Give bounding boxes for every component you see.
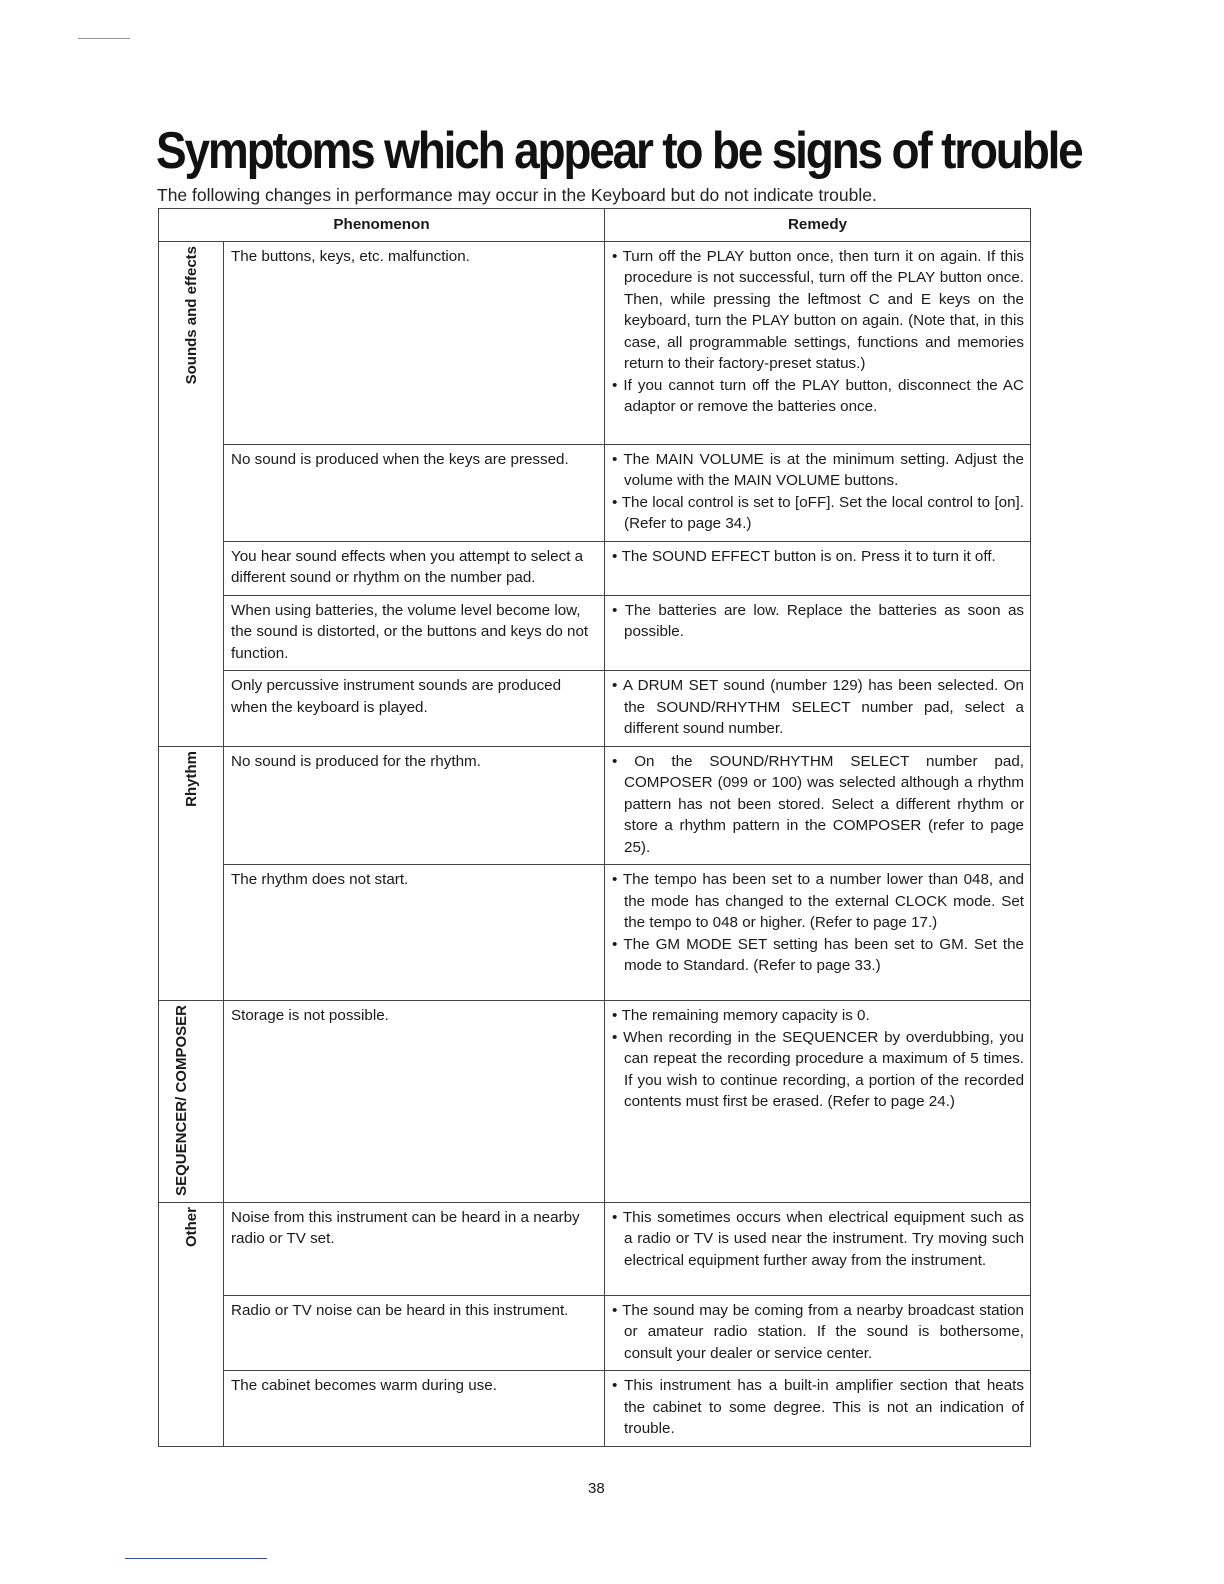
phenomenon-cell: The cabinet becomes warm during use. xyxy=(224,1371,605,1447)
phenomenon-cell: No sound is produced when the keys are pressed. xyxy=(224,444,605,541)
remedy-item: • A DRUM SET sound (number 129) has been selected. On the SOUND/RHYTHM SELECT number pad, select a different sound number. xyxy=(612,675,1024,740)
section-label-text: SEQUENCER/ COMPOSER xyxy=(172,1005,190,1196)
remedy-cell xyxy=(605,1295,1031,1371)
table-row xyxy=(159,1001,1031,1203)
page-number: 38 xyxy=(588,1480,605,1497)
phenomenon-cell: The buttons, keys, etc. malfunction. xyxy=(224,241,605,444)
remedy-cell xyxy=(605,444,1031,541)
remedy-item: • If you cannot turn off the PLAY button, disconnect the AC adaptor or remove the batteries once. xyxy=(612,375,1024,418)
phenomenon-cell: You hear sound effects when you attempt to select a different sound or rhythm on the number pad. xyxy=(224,541,605,595)
remedy-cell xyxy=(605,241,1031,444)
remedy-cell xyxy=(605,1001,1031,1203)
table-row xyxy=(159,541,1031,595)
section-label-text: Sounds and effects xyxy=(183,245,200,384)
page-subtitle: The following changes in performance may occur in the Keyboard but do not indicate trouble. xyxy=(157,185,877,205)
remedy-item: • This instrument has a built-in amplifier section that heats the cabinet to some degree. This is not an indication of trouble. xyxy=(612,1375,1024,1440)
remedy-cell xyxy=(605,1371,1031,1447)
remedy-cell xyxy=(605,595,1031,671)
table-row xyxy=(159,671,1031,747)
top-rule xyxy=(78,38,130,39)
remedy-item: • This sometimes occurs when electrical equipment such as a radio or TV is used near the instrument. Try moving such electrical equipment further away from the instrument. xyxy=(612,1207,1024,1272)
troubleshooting-table xyxy=(158,208,1031,1447)
remedy-item: • The tempo has been set to a number lower than 048, and the mode has changed to the external CLOCK mode. Set the tempo to 048 or higher. (Refer to page 17.) xyxy=(612,869,1024,934)
remedy-item: • The local control is set to [oFF]. Set the local control to [on]. (Refer to page 34.) xyxy=(612,492,1024,535)
remedy-item: • The sound may be coming from a nearby broadcast station or amateur radio station. If the sound is bothersome, consult your dealer or service center. xyxy=(612,1300,1024,1365)
remedy-item: • The remaining memory capacity is 0. xyxy=(612,1005,1024,1027)
table-row xyxy=(159,1371,1031,1447)
remedy-cell xyxy=(605,746,1031,865)
table-row xyxy=(159,241,1031,444)
phenomenon-cell: The rhythm does not start. xyxy=(224,865,605,1001)
table-row xyxy=(159,595,1031,671)
section-label-text: Other xyxy=(183,1206,200,1247)
table-row xyxy=(159,1295,1031,1371)
section-label-other xyxy=(159,1202,224,1446)
remedy-item: • The batteries are low. Replace the batteries as soon as possible. xyxy=(612,600,1024,643)
phenomenon-header: Phenomenon xyxy=(159,209,605,242)
remedy-item: • On the SOUND/RHYTHM SELECT number pad, COMPOSER (099 or 100) was selected although a rhythm pattern has not been stored. Select a different rhythm or store a rhythm pattern in the COMPOSER (refer to page 25). xyxy=(612,751,1024,859)
remedy-cell xyxy=(605,865,1031,1001)
phenomenon-cell: When using batteries, the volume level become low, the sound is distorted, or the buttons and keys do not function. xyxy=(224,595,605,671)
table-row xyxy=(159,1202,1031,1295)
phenomenon-cell: Radio or TV noise can be heard in this instrument. xyxy=(224,1295,605,1371)
phenomenon-cell: Only percussive instrument sounds are produced when the keyboard is played. xyxy=(224,671,605,747)
section-label-sounds-and-effects xyxy=(159,241,224,746)
remedy-item: • When recording in the SEQUENCER by overdubbing, you can repeat the recording procedure a maximum of 5 times. If you wish to continue recording, a portion of the recorded contents must first be erased. (Refer to page 24.) xyxy=(612,1027,1024,1113)
section-label-sequencer-composer xyxy=(159,1001,224,1203)
remedy-item: • Turn off the PLAY button once, then turn it on again. If this procedure is not successful, turn off the PLAY button once. Then, while pressing the leftmost C and E keys on the keyboard, turn the PLAY button on again. (Note that, in this case, all programmable settings, functions and memories return to their factory-preset status.) xyxy=(612,246,1024,375)
table-row xyxy=(159,746,1031,865)
phenomenon-cell: Storage is not possible. xyxy=(224,1001,605,1203)
page-title: Symptoms which appear to be signs of trouble xyxy=(156,121,1082,180)
table-row xyxy=(159,444,1031,541)
section-label-rhythm xyxy=(159,746,224,1001)
remedy-cell xyxy=(605,541,1031,595)
section-label-text: Rhythm xyxy=(183,750,200,807)
remedy-header: Remedy xyxy=(605,209,1031,242)
bottom-rule xyxy=(125,1558,267,1559)
table-row xyxy=(159,865,1031,1001)
remedy-item: • The MAIN VOLUME is at the minimum setting. Adjust the volume with the MAIN VOLUME buttons. xyxy=(612,449,1024,492)
remedy-cell xyxy=(605,671,1031,747)
remedy-item: • The SOUND EFFECT button is on. Press it to turn it off. xyxy=(612,546,1024,568)
table-header-row xyxy=(159,209,1031,242)
phenomenon-cell: No sound is produced for the rhythm. xyxy=(224,746,605,865)
remedy-cell xyxy=(605,1202,1031,1295)
remedy-item: • The GM MODE SET setting has been set to GM. Set the mode to Standard. (Refer to page 33.) xyxy=(612,934,1024,977)
phenomenon-cell: Noise from this instrument can be heard in a nearby radio or TV set. xyxy=(224,1202,605,1295)
